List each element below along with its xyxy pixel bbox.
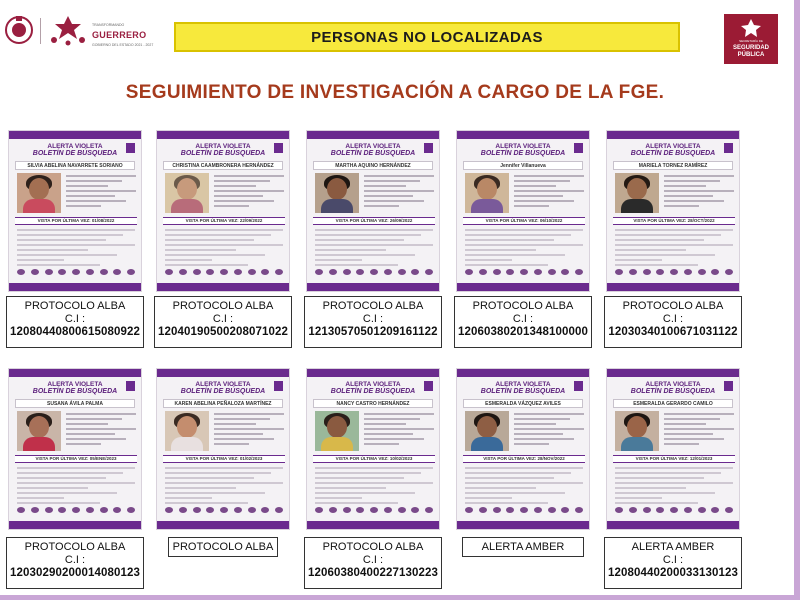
card-bottom-bar <box>157 521 290 529</box>
card-details <box>664 413 734 448</box>
case-ci-number: 12030290200014080123 <box>10 567 140 579</box>
case-ci-label: C.I : <box>662 313 684 325</box>
card-bulletin-title: BOLETÍN DE BÚSQUEDA <box>330 150 416 157</box>
case-label-type: PROTOCOLO ALBA <box>322 300 424 312</box>
card-alert-title: ALERTA VIOLETA <box>645 143 701 150</box>
card-description <box>165 229 283 269</box>
person-photo <box>315 173 359 213</box>
page-title: PERSONAS NO LOCALIZADAS <box>174 22 680 52</box>
case-label-type: PROTOCOLO ALBA <box>472 300 574 312</box>
case-ci-number: 12060380201348100000 <box>458 326 588 338</box>
card-description <box>17 467 135 507</box>
card-last-seen: VISTA POR ÚLTIMA VEZ: 28/NOV/2022 <box>463 455 585 463</box>
card-person-name: KAREN ABELINA PEÑALOZA MARTÍNEZ <box>163 399 283 408</box>
bulletin-card <box>456 368 590 530</box>
case-ci-label: C.I : <box>64 313 86 325</box>
card-top-bar <box>157 131 289 139</box>
card-footer-logos <box>17 507 135 513</box>
card-top-bar <box>157 369 289 377</box>
bulletin-card <box>606 368 740 530</box>
card-footer-logos <box>165 269 283 275</box>
seal-icon <box>4 14 34 46</box>
case-ci-number: 12130570501209161122 <box>308 326 438 338</box>
card-description <box>315 467 433 507</box>
card-bottom-bar <box>9 521 142 529</box>
card-top-bar <box>307 131 439 139</box>
card-top-bar <box>607 131 739 139</box>
card-last-seen: VISTA POR ÚLTIMA VEZ: 05/ENE/2023 <box>15 455 137 463</box>
card-badge-icon <box>274 381 283 391</box>
card-details <box>214 413 284 448</box>
case-ci-number: 12080440200033130123 <box>608 567 738 579</box>
security-logo-line2: PÚBLICA <box>737 52 765 58</box>
case-ci-number: 12040190500208071022 <box>158 326 288 338</box>
card-bottom-bar <box>457 521 590 529</box>
card-top-bar <box>457 369 589 377</box>
card-person-name: SUSANA ÁVILA PALMA <box>15 399 135 408</box>
card-bottom-bar <box>607 521 740 529</box>
card-last-seen: VISTA POR ÚLTIMA VEZ: 01/08/2022 <box>15 217 137 225</box>
card-badge-icon <box>424 143 433 153</box>
card-footer-logos <box>17 269 135 275</box>
card-last-seen: VISTA POR ÚLTIMA VEZ: 26/09/2022 <box>313 217 435 225</box>
case-label <box>6 537 144 589</box>
card-person-name: MARIELA TORNEZ RAMÍREZ <box>613 161 733 170</box>
card-badge-icon <box>724 143 733 153</box>
card-details <box>514 175 584 210</box>
card-person-name: CHRISTINA CAAMBRONERA HERNÁNDEZ <box>163 161 283 170</box>
person-photo <box>465 411 509 451</box>
bulletin-card <box>456 130 590 292</box>
bulletin-card <box>606 130 740 292</box>
case-label <box>462 537 584 557</box>
card-bottom-bar <box>307 521 440 529</box>
case-label <box>604 296 742 348</box>
card-top-bar <box>607 369 739 377</box>
case-ci-number: 12080440800615080922 <box>10 326 140 338</box>
card-badge-icon <box>574 143 583 153</box>
card-last-seen: VISTA POR ÚLTIMA VEZ: 22/09/2022 <box>163 217 285 225</box>
bulletin-card <box>306 130 440 292</box>
bulletin-card <box>8 130 142 292</box>
card-person-name: NANCY CASTRO HERNÁNDEZ <box>313 399 433 408</box>
card-badge-icon <box>274 143 283 153</box>
case-label-type: PROTOCOLO ALBA <box>322 541 424 553</box>
card-footer-logos <box>465 507 583 513</box>
case-ci-label: C.I : <box>64 554 86 566</box>
card-alert-title: ALERTA VIOLETA <box>47 143 103 150</box>
state-logo-text <box>92 20 153 50</box>
person-photo <box>17 173 61 213</box>
card-alert-title: ALERTA VIOLETA <box>195 143 251 150</box>
card-description <box>615 229 733 269</box>
card-alert-title: ALERTA VIOLETA <box>645 381 701 388</box>
card-details <box>364 413 434 448</box>
card-person-name: MARTHA AQUINO HERNÁNDEZ <box>313 161 433 170</box>
security-emblem-icon <box>741 19 761 37</box>
card-description <box>165 467 283 507</box>
bulletin-card <box>156 130 290 292</box>
card-bottom-bar <box>307 283 440 291</box>
bulletin-card <box>8 368 142 530</box>
person-photo <box>465 173 509 213</box>
card-footer-logos <box>465 269 583 275</box>
card-bulletin-title: BOLETÍN DE BÚSQUEDA <box>330 388 416 395</box>
card-person-name: Jennifer Villanueva <box>463 161 583 170</box>
case-ci-label: C.I : <box>362 554 384 566</box>
card-person-name: ESMERALDA VÁZQUEZ AVILES <box>463 399 583 408</box>
security-logo <box>724 14 778 64</box>
case-label-type: ALERTA AMBER <box>631 541 715 553</box>
card-footer-logos <box>615 507 733 513</box>
card-bottom-bar <box>457 283 590 291</box>
security-logo-top: SECRETARÍA DE <box>739 39 763 43</box>
case-label-type: PROTOCOLO ALBA <box>24 300 126 312</box>
card-top-bar <box>457 131 589 139</box>
card-badge-icon <box>424 381 433 391</box>
card-bulletin-title: BOLETÍN DE BÚSQUEDA <box>32 388 118 395</box>
card-details <box>514 413 584 448</box>
card-last-seen: VISTA POR ÚLTIMA VEZ: 06/10/2022 <box>463 217 585 225</box>
card-badge-icon <box>126 381 135 391</box>
state-emblem-icon <box>48 14 88 46</box>
card-person-name: SILVIA ABELINA NAVARRETE SORIANO <box>15 161 135 170</box>
person-photo <box>315 411 359 451</box>
case-label-type: ALERTA AMBER <box>481 541 565 553</box>
case-ci-label: C.I : <box>512 313 534 325</box>
card-bulletin-title: BOLETÍN DE BÚSQUEDA <box>630 150 716 157</box>
case-label <box>304 537 442 589</box>
case-label <box>454 296 592 348</box>
card-bulletin-title: BOLETÍN DE BÚSQUEDA <box>180 150 266 157</box>
bulletin-card <box>306 368 440 530</box>
card-details <box>66 413 136 448</box>
card-bulletin-title: BOLETÍN DE BÚSQUEDA <box>180 388 266 395</box>
card-top-bar <box>9 131 141 139</box>
section-subtitle: SEGUIMIENTO DE INVESTIGACIÓN A CARGO DE LA FGE. <box>125 82 665 103</box>
person-photo <box>165 411 209 451</box>
case-label-type: PROTOCOLO ALBA <box>172 300 274 312</box>
card-last-seen: VISTA POR ÚLTIMA VEZ: 28/OCT/2022 <box>613 217 735 225</box>
case-ci-number: 12060380400227130223 <box>308 567 438 579</box>
card-footer-logos <box>315 507 433 513</box>
case-label <box>154 296 292 348</box>
card-description <box>465 229 583 269</box>
card-alert-title: ALERTA VIOLETA <box>345 143 401 150</box>
card-top-bar <box>9 369 141 377</box>
card-details <box>66 175 136 210</box>
card-alert-title: ALERTA VIOLETA <box>195 381 251 388</box>
case-label-type: PROTOCOLO ALBA <box>622 300 724 312</box>
card-description <box>615 467 733 507</box>
state-logo-sub: GOBIERNO DEL ESTADO 2021 - 2027 <box>92 43 154 47</box>
header <box>0 6 790 56</box>
card-top-bar <box>307 369 439 377</box>
card-alert-title: ALERTA VIOLETA <box>495 381 551 388</box>
card-badge-icon <box>724 381 733 391</box>
card-badge-icon <box>574 381 583 391</box>
card-details <box>364 175 434 210</box>
state-logo-kicker: TRANSFORMANDO <box>92 23 125 27</box>
case-ci-label: C.I : <box>362 313 384 325</box>
bulletin-card <box>156 368 290 530</box>
card-details <box>214 175 284 210</box>
card-footer-logos <box>315 269 433 275</box>
card-bottom-bar <box>157 283 290 291</box>
card-description <box>465 467 583 507</box>
case-label <box>168 537 278 557</box>
card-details <box>664 175 734 210</box>
logo-divider <box>40 18 41 44</box>
person-photo <box>17 411 61 451</box>
case-label-type: PROTOCOLO ALBA <box>172 541 274 553</box>
card-description <box>315 229 433 269</box>
card-description <box>17 229 135 269</box>
card-bulletin-title: BOLETÍN DE BÚSQUEDA <box>480 150 566 157</box>
card-bulletin-title: BOLETÍN DE BÚSQUEDA <box>32 150 118 157</box>
state-logo-name: GUERRERO <box>92 30 147 40</box>
person-photo <box>165 173 209 213</box>
case-label <box>604 537 742 589</box>
card-bulletin-title: BOLETÍN DE BÚSQUEDA <box>480 388 566 395</box>
card-bulletin-title: BOLETÍN DE BÚSQUEDA <box>630 388 716 395</box>
person-photo <box>615 173 659 213</box>
case-label <box>6 296 144 348</box>
card-bottom-bar <box>9 283 142 291</box>
card-person-name: ESMERALDA GERARDO CAMILO <box>613 399 733 408</box>
card-last-seen: VISTA POR ÚLTIMA VEZ: 12/01/2023 <box>613 455 735 463</box>
security-logo-line1: SEGURIDAD <box>732 45 769 51</box>
card-badge-icon <box>126 143 135 153</box>
card-alert-title: ALERTA VIOLETA <box>495 143 551 150</box>
card-bottom-bar <box>607 283 740 291</box>
case-ci-label: C.I : <box>662 554 684 566</box>
card-alert-title: ALERTA VIOLETA <box>47 381 103 388</box>
case-ci-number: 12030340100671031122 <box>608 326 738 338</box>
case-label <box>304 296 442 348</box>
card-footer-logos <box>165 507 283 513</box>
person-photo <box>615 411 659 451</box>
card-alert-title: ALERTA VIOLETA <box>345 381 401 388</box>
case-ci-label: C.I : <box>212 313 234 325</box>
case-label-type: PROTOCOLO ALBA <box>24 541 126 553</box>
card-last-seen: VISTA POR ÚLTIMA VEZ: 01/02/2023 <box>163 455 285 463</box>
card-footer-logos <box>615 269 733 275</box>
card-last-seen: VISTA POR ÚLTIMA VEZ: 10/02/2023 <box>313 455 435 463</box>
